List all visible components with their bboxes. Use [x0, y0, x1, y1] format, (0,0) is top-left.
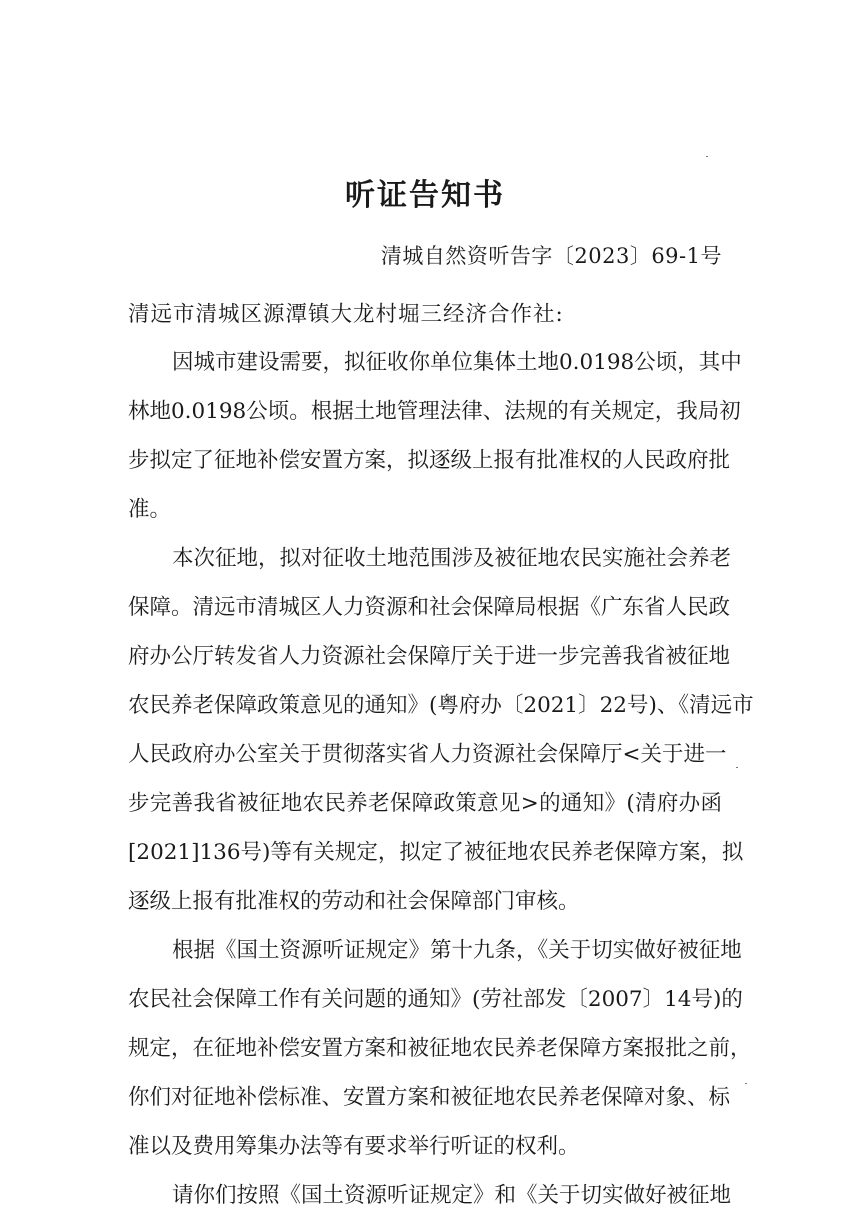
document-number: 清城自然资听告字〔2023〕69-1号 — [380, 244, 722, 268]
body-line: 农民养老保障政策意见的通知》(粤府办〔2021〕22号)、《清远市 — [128, 693, 754, 718]
scan-speck — [736, 767, 738, 768]
body-line: 准。 — [128, 497, 172, 522]
body-line: 步完善我省被征地农民养老保障政策意见>的通知》(清府办函 — [128, 791, 722, 816]
addressee: 清远市清城区源潭镇大龙村堀三经济合作社: — [128, 302, 564, 327]
body-line: 逐级上报有批准权的劳动和社会保障部门审核。 — [128, 889, 580, 914]
body-line: 请你们按照《国土资源听证规定》和《关于切实做好被征地 — [172, 1183, 732, 1208]
body-line: 农民社会保障工作有关问题的通知》(劳社部发〔2007〕14号)的 — [128, 987, 743, 1012]
document-title: 听证告知书 — [345, 178, 505, 213]
scan-speck — [745, 1083, 747, 1084]
body-line: 因城市建设需要，拟征收你单位集体土地0.0198公顷，其中 — [172, 350, 742, 375]
body-line: 林地0.0198公顷。根据土地管理法律、法规的有关规定，我局初 — [128, 399, 741, 424]
body-line: 步拟定了征地补偿安置方案，拟逐级上报有批准权的人民政府批 — [128, 448, 731, 473]
body-line: 你们对征地补偿标准、安置方案和被征地农民养老保障对象、标 — [128, 1085, 731, 1110]
body-line: 规定，在征地补偿安置方案和被征地农民养老保障方案报批之前， — [128, 1036, 752, 1061]
body-line: 根据《国土资源听证规定》第十九条，《关于切实做好被征地 — [172, 938, 742, 963]
body-line: 准以及费用筹集办法等有要求举行听证的权利。 — [128, 1134, 580, 1159]
body-line: 保障。清远市清城区人力资源和社会保障局根据《广东省人民政 — [128, 595, 731, 620]
body-line: 本次征地，拟对征收土地范围涉及被征地农民实施社会养老 — [172, 546, 732, 571]
body-line: 府办公厅转发省人力资源社会保障厅关于进一步完善我省被征地 — [128, 644, 731, 669]
body-line: 人民政府办公室关于贯彻落实省人力资源社会保障厅<关于进一 — [128, 742, 727, 767]
scan-speck — [706, 156, 708, 157]
body-line: [2021]136号)等有关规定，拟定了被征地农民养老保障方案，拟 — [128, 840, 744, 865]
